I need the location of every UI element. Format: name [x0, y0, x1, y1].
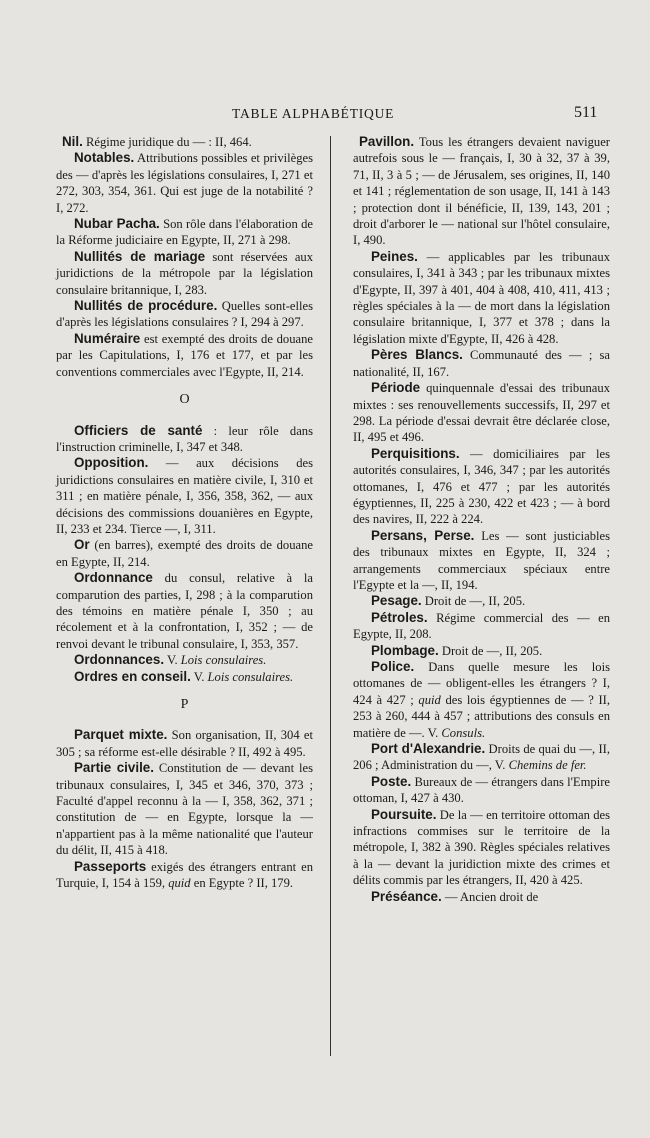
letter-heading: P: [180, 697, 189, 712]
entry-term: Persans, Perse.: [371, 527, 475, 543]
entry-term: Pavillon.: [359, 134, 415, 149]
index-entry: [353, 659, 610, 741]
index-entry: [353, 134, 610, 249]
entry-term: Peines.: [371, 248, 418, 264]
entry-text: : leur rôle dans l'instruction criminelle, I, 347 et 348.: [56, 423, 313, 454]
index-entry: [353, 249, 610, 347]
entry-term: Plombage.: [371, 642, 439, 658]
entry-italic: Chemins de fer.: [508, 758, 587, 773]
entry-text-after: en Egypte ? II, 179.: [190, 876, 294, 891]
index-entry: [56, 298, 313, 331]
page-header: [0, 104, 650, 126]
entry-italic: quid: [168, 876, 191, 891]
entry-term: Passeports: [74, 858, 147, 874]
entry-term: Opposition.: [74, 455, 149, 471]
entry-text: Bureaux de — étrangers dans l'Empire ottoman, I, 427 à 430.: [353, 774, 610, 806]
index-entry: [56, 455, 313, 537]
entry-text: du consul, relative à la comparution des parties, I, 298 ; à la comparution des témoins en matière pénale I, 350 ; au récolement et à la confrontation, I, 352 ; — de renvoi devant le tribunal consulaire, I, 353, 357.: [56, 571, 313, 651]
index-entry: [353, 528, 610, 594]
entry-text: Quelles sont-elles d'après les législations consulaires ? I, 294 à 297.: [56, 299, 313, 330]
entry-text-after: des lois égyptiennes de — ? II, 253 à 260, 444 à 457 ; attributions des consuls en matière de —. V.: [353, 692, 611, 740]
entry-text: Régime commercial des — en Egypte, II, 208.: [353, 610, 610, 642]
index-entry: [56, 652, 313, 668]
index-entry: [353, 643, 610, 659]
entry-text: V.: [190, 669, 208, 684]
entry-term: Nullités de procédure.: [74, 298, 218, 314]
entry-term: Port d'Alexandrie.: [371, 741, 486, 757]
entry-term: Partie civile.: [74, 760, 154, 776]
entry-text: — applicables par les tribunaux consulaires, I, 341 à 343 ; par les tribunaux mixtes d'Egypte, II, 397 à 401, 404 à 408, 410, 411, 413 ; règles spéciales à la — de mort dans la législation consulaire britannique, I, 377 et 378 ; dans la législation mixte d'Egypte, II, 426 à 428.: [353, 249, 610, 346]
index-entry: [353, 774, 610, 807]
entry-text: Régime juridique du — : II, 464.: [82, 135, 252, 149]
entry-text: Droit de —, II, 205.: [421, 594, 526, 609]
index-entry: [56, 423, 313, 456]
entry-italic: Lois consulaires.: [180, 653, 267, 668]
left-column: [56, 134, 313, 891]
entry-text: — aux décisions des juridictions consulaires en matière civile, I, 310 et 311 ; en matière pénale, I, 356, 358, 362, — aux décisions des commissions douanières en Egypte, II, 233 et 234. Tierce —, I, 311.: [56, 456, 313, 536]
right-column: [353, 134, 610, 905]
entry-text: Attributions possibles et privilèges des — d'après les législations consulaires, I, 271 et 272, 303, 354, 361. Qui est juge de la notabilité ? I, 272.: [56, 151, 313, 215]
entry-term: Ordres en conseil.: [74, 668, 191, 684]
entry-term: Préséance.: [371, 888, 442, 904]
entry-text: Constitution de — devant les tribunaux consulaires, I, 345 et 346, 370, 373 ; Faculté d'appel reconnu à la — I, 358, 362, 371 ; constitution de — en Egypte, lorsque la — n'appartient pas à la même nationalité que l'auteur du délit, II, 415 à 418.: [56, 761, 314, 858]
index-entry: [353, 347, 610, 380]
index-entry: [56, 150, 313, 216]
entry-italic: quid: [418, 692, 441, 707]
entry-term: Nil.: [62, 134, 83, 149]
entry-term: Numéraire: [74, 330, 141, 346]
entry-term: Nullités de mariage: [74, 248, 206, 264]
entry-text: sont réservées aux juridictions de la métropole par la législation consulaire britannique, I, 283.: [56, 249, 314, 297]
entry-text: quinquennale d'essai des tribunaux mixtes : ses renouvellements successifs, II, 297 et 298. La période d'essai devrait être déclarée close, II, 495 et 496.: [353, 381, 610, 445]
index-entry: [56, 669, 313, 685]
index-entry: [56, 570, 313, 652]
index-entry: [353, 741, 610, 774]
entry-term: Période: [371, 380, 421, 396]
entry-italic-end: Consuls.: [441, 725, 486, 740]
entry-text: De la — en territoire ottoman des infractions commises sur le territoire de la métropole, I, 382 à 390. Règles spéciales relatives à la — devant la juridiction mixte des crimes et délits commis par les étrangers, II, 420 à 425.: [353, 807, 610, 888]
entry-text: — Ancien droit de: [441, 889, 539, 904]
entry-italic: Lois consulaires.: [207, 669, 294, 684]
index-entry: [56, 331, 313, 380]
index-entry: [56, 537, 313, 570]
entry-term: Pesage.: [371, 593, 422, 609]
entry-term: Ordonnances.: [74, 652, 165, 668]
page-number: 511: [574, 104, 598, 121]
index-entry: [56, 727, 313, 760]
entry-text: Communauté des — ; sa nationalité, II, 167.: [353, 348, 610, 379]
entry-term: Notables.: [74, 150, 135, 166]
entry-text: Son rôle dans l'élaboration de la Réforme judiciaire en Egypte, II, 271 à 298.: [56, 217, 313, 248]
entry-term: Poursuite.: [371, 806, 437, 822]
index-entry: [353, 593, 610, 609]
entry-text: Tous les étrangers devaient naviguer autrefois sous le — français, I, 30 à 32, 37 à 39, 71, II, 3 à 5 ; — de Jérusalem, ses origines, II, 140 et 141 ; réglementation de son usage, II, 141 à 143 ; protection dont il bénéficie, II, 139, 143, 201 ; droit d'arborer le — national sur l'hôtel consulaire, I, 490.: [353, 135, 610, 248]
index-entry: [56, 216, 313, 249]
entry-text: V.: [164, 653, 181, 668]
entry-text: Dans quelle mesure les lois ottomanes de — obligent-elles les étrangers ? I, 424 à 427 ;: [353, 660, 610, 707]
entry-term: Nubar Pacha.: [74, 216, 160, 232]
index-entry: [353, 380, 610, 446]
entry-term: Police.: [371, 659, 415, 674]
entry-text: Les — sont justiciables des tribunaux mixtes en Egypte, II, 324 ; arrangements commerciaux spéciaux entre l'Egypte et la —, II, 194.: [353, 528, 610, 592]
entry-text: est exempté des droits de douane par les Capitulations, I, 176 et 177, et par les conventions commerciales avec l'Egypte, II, 214.: [56, 331, 313, 379]
index-entry: [56, 249, 313, 298]
entry-text: Droits de quai du —, II, 206 ; Administration du —, V.: [353, 742, 610, 773]
column-divider: [330, 136, 331, 1056]
running-title: TABLE ALPHABÉTIQUE: [232, 106, 395, 121]
index-entry: [56, 760, 313, 858]
entry-term: Or: [74, 537, 90, 553]
entry-text: (en barres), exempté des droits de douane en Egypte, II, 214.: [56, 538, 313, 569]
index-entry: [56, 134, 313, 150]
entry-term: Officiers de santé: [74, 422, 203, 438]
entry-term: Perquisitions.: [371, 445, 460, 461]
entry-term: Pères Blancs.: [371, 347, 463, 363]
entry-text: exigés des étrangers entrant en Turquie, I, 154 à 159,: [56, 859, 313, 891]
index-entry: [353, 610, 610, 643]
entry-term: Parquet mixte.: [74, 727, 168, 743]
entry-text: — domiciliaires par les autorités consulaires, I, 346, 347 ; par les autorités ottomanes, I, 476 et 477 ; par les autorités égyptiennes, II, 225 à 230, 422 et 423 ; — à bord des navires, II, 222 à 224.: [353, 446, 610, 527]
entry-text: Son organisation, II, 304 et 305 ; sa réforme est-elle désirable ? II, 492 à 495.: [56, 728, 313, 759]
index-entry: [353, 807, 610, 889]
index-entry: [56, 859, 313, 892]
entry-term: Pétroles.: [371, 609, 428, 625]
index-entry: [353, 889, 610, 905]
index-entry: [353, 446, 610, 528]
entry-text: Droit de —, II, 205.: [438, 643, 543, 658]
entry-term: Ordonnance: [74, 570, 153, 586]
entry-term: Poste.: [371, 773, 412, 789]
letter-heading: O: [179, 392, 190, 408]
